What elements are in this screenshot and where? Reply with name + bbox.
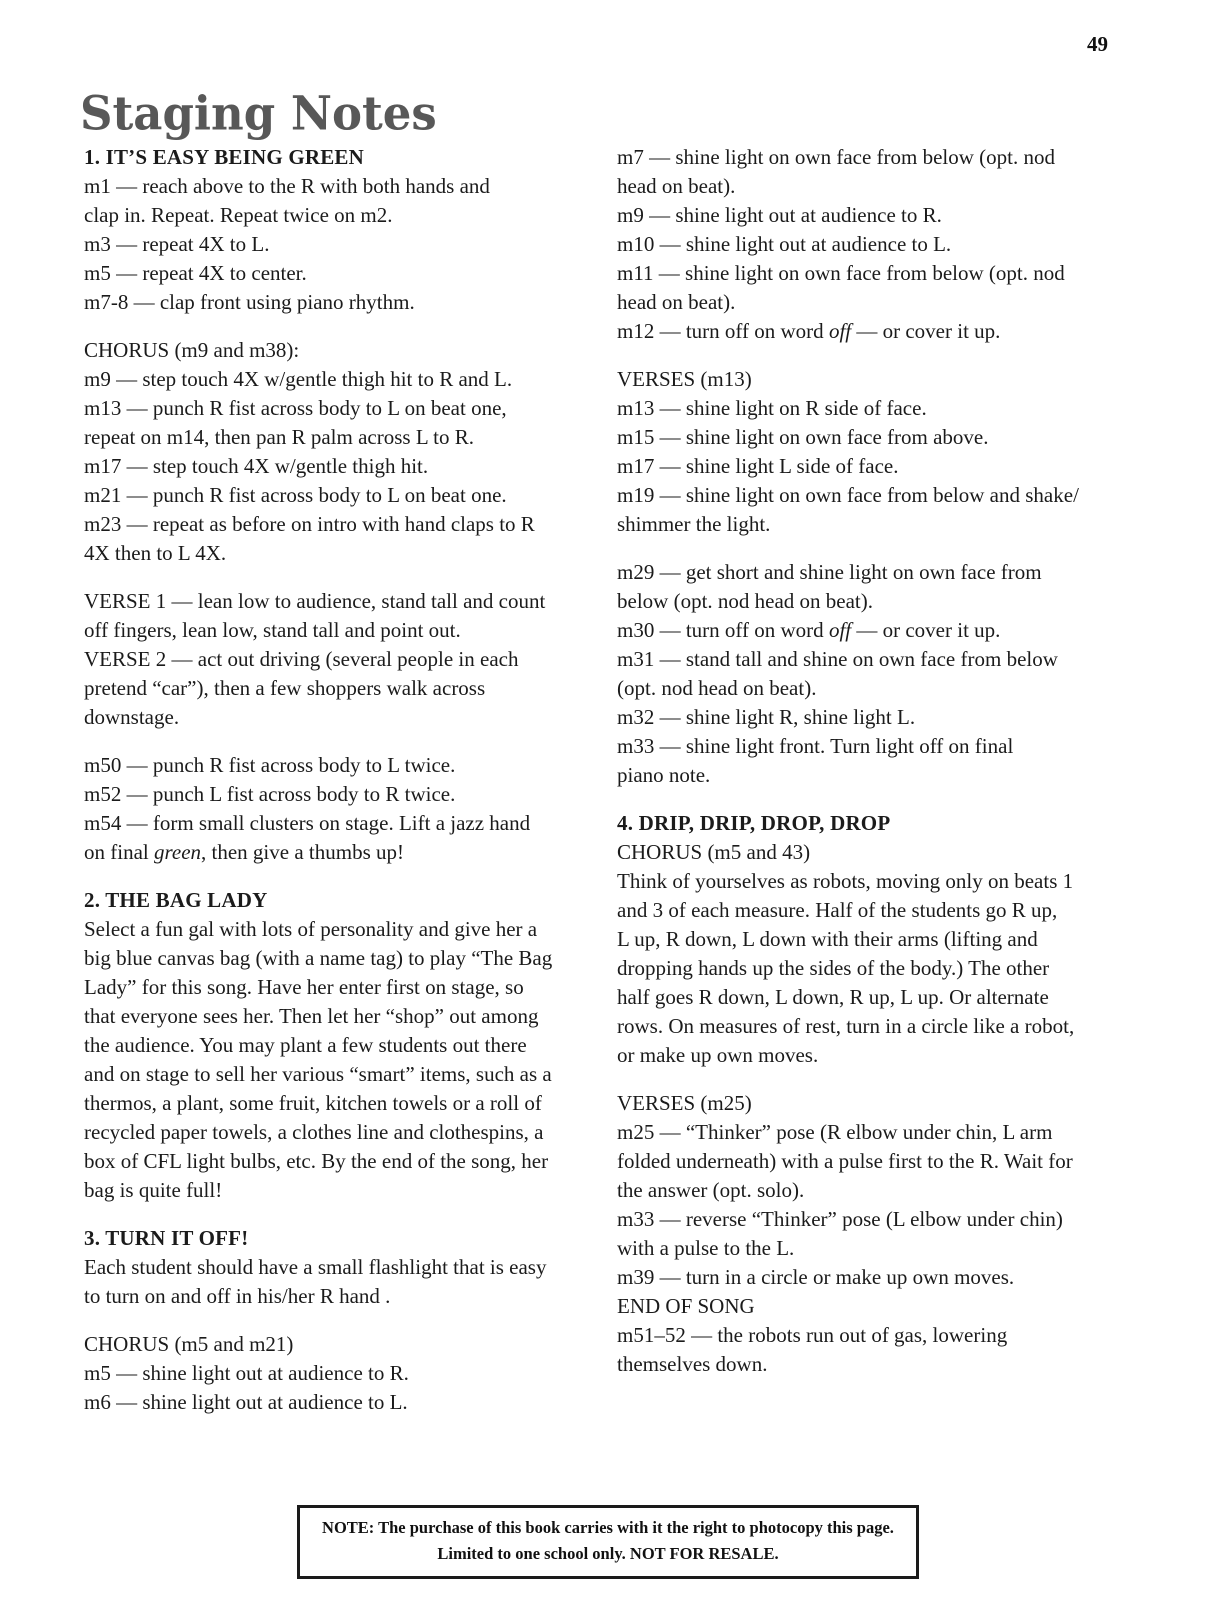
text-line: (opt. nod head on beat). [617,676,817,700]
text-line: head on beat). [617,290,736,314]
text-line: thermos, a plant, some fruit, kitchen towels or a roll of [84,1091,542,1115]
text-line: big blue canvas bag (with a name tag) to play “The Bag [84,946,553,970]
italic-text: green [153,840,202,864]
text-line: m32 — shine light R, shine light L. [617,705,916,729]
text-line: L up, R down, L down with their arms (lifting and [617,927,1038,951]
text-line: VERSES (m25) [617,1091,752,1115]
text-line: m1 — reach above to the R with both hands and [84,174,490,198]
note-line-2: Limited to one school only. NOT FOR RESALE. [437,1544,779,1563]
text-line: m52 — punch L fist across body to R twice. [84,782,456,806]
paragraph [84,751,584,867]
text-line: m33 — reverse “Thinker” pose (L elbow under chin) [617,1207,1063,1231]
text-segment: m30 — turn off on word [617,618,829,642]
text-line: m3 — repeat 4X to L. [84,232,270,256]
text-line: CHORUS (m9 and m38): [84,338,300,362]
paragraph [617,558,1127,790]
text-line [84,838,584,867]
text-line: Each student should have a small flashlight that is easy [84,1255,547,1279]
text-line: m21 — punch R fist across body to L on beat one. [84,483,507,507]
text-line: dropping hands up the sides of the body.) The other [617,956,1050,980]
text-line: head on beat). [617,174,736,198]
text-line: to turn on and off in his/her R hand . [84,1284,391,1308]
text-segment: — or cover it up. [851,319,1001,343]
text-line: piano note. [617,763,711,787]
section-heading: 2. THE BAG LADY [84,888,268,912]
text-line: m23 — repeat as before on intro with hand claps to R [84,512,535,536]
right-column [617,143,1127,1379]
text-line: half goes R down, L down, R up, L up. Or alternate [617,985,1049,1009]
text-segment: m12 — turn off on word [617,319,829,343]
text-line: m13 — shine light on R side of face. [617,396,927,420]
text-line: m33 — shine light front. Turn light off on final [617,734,1014,758]
text-line: VERSE 2 — act out driving (several people in each [84,647,519,671]
text-line: m29 — get short and shine light on own face from [617,560,1042,584]
text-line: below (opt. nod head on beat). [617,589,874,613]
text-line: m19 — shine light on own face from below and shake/ [617,483,1079,507]
text-line: box of CFL light bulbs, etc. By the end of the song, her [84,1149,549,1173]
text-line: themselves down. [617,1352,768,1376]
text-line: repeat on m14, then pan R palm across L to R. [84,425,474,449]
text-segment: , then give a thumbs up! [201,840,404,864]
paragraph [617,1089,1127,1379]
text-segment: on final [84,840,154,864]
text-line: the audience. You may plant a few students out there [84,1033,527,1057]
text-line: shimmer the light. [617,512,771,536]
text-segment: — or cover it up. [851,618,1001,642]
text-line: that everyone sees her. Then let her “shop” out among [84,1004,539,1028]
text-line: rows. On measures of rest, turn in a circle like a robot, [617,1014,1075,1038]
text-line: CHORUS (m5 and 43) [617,840,811,864]
page-title: Staging Notes [80,86,437,142]
section-heading: 1. IT’S EASY BEING GREEN [84,145,365,169]
text-line: recycled paper towels, a clothes line and clothespins, a [84,1120,544,1144]
text-line: downstage. [84,705,180,729]
text-line: m6 — shine light out at audience to L. [84,1390,408,1414]
text-line: folded underneath) with a pulse first to the R. Wait for [617,1149,1073,1173]
text-line: m11 — shine light on own face from below (opt. nod [617,261,1065,285]
text-line: pretend “car”), then a few shoppers walk across [84,676,486,700]
text-line: m7-8 — clap front using piano rhythm. [84,290,415,314]
paragraph [84,336,584,568]
paragraph [84,886,584,1205]
paragraph [84,587,584,732]
page-number: 49 [1087,32,1108,56]
text-line: m9 — shine light out at audience to R. [617,203,942,227]
text-line: or make up own moves. [617,1043,819,1067]
italic-text: off [828,319,852,343]
text-line: Select a fun gal with lots of personality and give her a [84,917,538,941]
text-line [617,616,1127,645]
paragraph [617,143,1127,346]
section-heading: 4. DRIP, DRIP, DROP, DROP [617,811,891,835]
text-line: m5 — shine light out at audience to R. [84,1361,409,1385]
text-line: VERSE 1 — lean low to audience, stand tall and count [84,589,546,613]
text-line: with a pulse to the L. [617,1236,795,1260]
paragraph [84,143,584,317]
text-line: bag is quite full! [84,1178,223,1202]
text-line: 4X then to L 4X. [84,541,227,565]
text-line [617,317,1127,346]
text-line: and on stage to sell her various “smart” items, such as a [84,1062,552,1086]
text-line: m50 — punch R fist across body to L twice. [84,753,456,777]
text-line: m7 — shine light on own face from below (opt. nod [617,145,1056,169]
text-line: m15 — shine light on own face from above. [617,425,989,449]
text-line: m17 — shine light L side of face. [617,454,899,478]
text-line: clap in. Repeat. Repeat twice on m2. [84,203,393,227]
text-line: m54 — form small clusters on stage. Lift a jazz hand [84,811,531,835]
text-line: m9 — step touch 4X w/gentle thigh hit to R and L. [84,367,513,391]
text-line: m10 — shine light out at audience to L. [617,232,952,256]
paragraph [617,365,1127,539]
text-line: END OF SONG [617,1294,755,1318]
text-line: Think of yourselves as robots, moving only on beats 1 [617,869,1074,893]
section-heading: 3. TURN IT OFF! [84,1226,249,1250]
text-line: m17 — step touch 4X w/gentle thigh hit. [84,454,429,478]
text-line: VERSES (m13) [617,367,752,391]
text-line: m31 — stand tall and shine on own face from below [617,647,1058,671]
paragraph [617,809,1127,1070]
text-line: Lady” for this song. Have her enter first on stage, so [84,975,524,999]
photocopy-note-box [297,1505,919,1579]
text-line: off fingers, lean low, stand tall and point out. [84,618,461,642]
text-line: m5 — repeat 4X to center. [84,261,307,285]
text-line: m39 — turn in a circle or make up own moves. [617,1265,1015,1289]
paragraph [84,1330,584,1417]
text-line: m13 — punch R fist across body to L on beat one, [84,396,507,420]
note-line-1: NOTE: The purchase of this book carries with it the right to photocopy this page. [322,1518,894,1537]
text-line: m51–52 — the robots run out of gas, lowering [617,1323,1008,1347]
text-line: CHORUS (m5 and m21) [84,1332,294,1356]
left-column [84,143,584,1417]
paragraph [84,1224,584,1311]
text-line: and 3 of each measure. Half of the students go R up, [617,898,1058,922]
italic-text: off [828,618,852,642]
text-line: m25 — “Thinker” pose (R elbow under chin, L arm [617,1120,1053,1144]
text-line: the answer (opt. solo). [617,1178,805,1202]
